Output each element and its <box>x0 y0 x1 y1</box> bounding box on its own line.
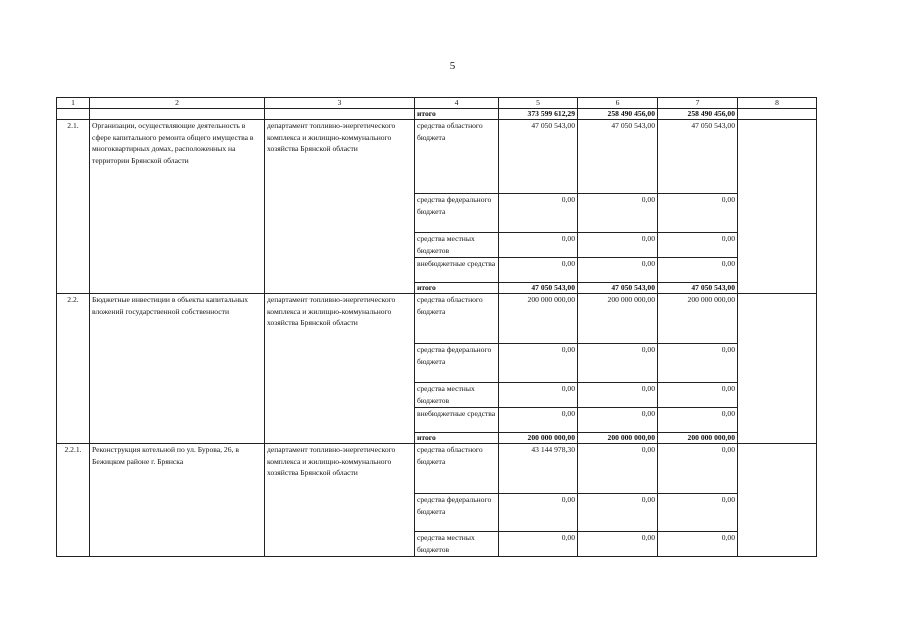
column-header: 3 <box>265 98 415 109</box>
column-header: 6 <box>578 98 658 109</box>
amount-col5: 0,00 <box>499 194 578 233</box>
column-header: 1 <box>57 98 90 109</box>
amount-col6: 47 050 543,00 <box>578 120 658 194</box>
amount-col6: 200 000 000,00 <box>578 433 658 444</box>
amount-col6: 0,00 <box>578 532 658 557</box>
amount-col5: 200 000 000,00 <box>499 294 578 344</box>
amount-col5: 47 050 543,00 <box>499 120 578 194</box>
funding-source: средства областного бюджета <box>415 444 499 494</box>
funding-source: средства областного бюджета <box>415 120 499 194</box>
funding-source: средства местных бюджетов <box>415 233 499 258</box>
amount-col6: 0,00 <box>578 258 658 283</box>
amount-col7: 258 490 456,00 <box>658 109 738 120</box>
amount-col6: 47 050 543,00 <box>578 283 658 294</box>
amount-col7: 0,00 <box>658 383 738 408</box>
funding-source: средства федерального бюджета <box>415 194 499 233</box>
amount-col7: 0,00 <box>658 444 738 494</box>
page-number: 5 <box>449 60 456 72</box>
funding-source: итого <box>415 283 499 294</box>
funding-source: внебюджетные средства <box>415 408 499 433</box>
amount-col6: 0,00 <box>578 233 658 258</box>
table-row <box>57 120 817 194</box>
item-executor: департамент топливно-энергетического комплекса и жилищно-коммунального хозяйства Брянской области <box>265 120 415 294</box>
amount-col6: 0,00 <box>578 383 658 408</box>
amount-col7: 0,00 <box>658 233 738 258</box>
item-name: Реконструкция котельной по ул. Бурова, 26, в Бежицком районе г. Брянска <box>90 444 265 557</box>
column-header: 7 <box>658 98 738 109</box>
funding-source: итого <box>415 433 499 444</box>
table-row <box>57 294 817 344</box>
amount-col6: 0,00 <box>578 444 658 494</box>
amount-col7: 0,00 <box>658 532 738 557</box>
item-name: Организации, осуществляющие деятельность в сфере капитального ремонта общего имущества в многоквартирных домах, расположенных на территории Брянской области <box>90 120 265 294</box>
amount-col5: 0,00 <box>499 383 578 408</box>
funding-source: итого <box>415 109 499 120</box>
item-name: Бюджетные инвестиции в объекты капитальных вложений государственной собственности <box>90 294 265 444</box>
amount-col6: 258 490 456,00 <box>578 109 658 120</box>
funding-source: средства областного бюджета <box>415 294 499 344</box>
amount-col5: 0,00 <box>499 344 578 383</box>
budget-table <box>56 97 817 557</box>
amount-col5: 373 599 612,29 <box>499 109 578 120</box>
header-row <box>57 98 817 109</box>
amount-col5: 47 050 543,00 <box>499 283 578 294</box>
item-executor: департамент топливно-энергетического комплекса и жилищно-коммунального хозяйства Брянской области <box>265 294 415 444</box>
amount-col7: 0,00 <box>658 194 738 233</box>
column-header: 2 <box>90 98 265 109</box>
amount-col6: 0,00 <box>578 194 658 233</box>
funding-source: средства местных бюджетов <box>415 532 499 557</box>
funding-source: внебюджетные средства <box>415 258 499 283</box>
column-header: 4 <box>415 98 499 109</box>
amount-col5: 0,00 <box>499 494 578 532</box>
table-row <box>57 444 817 494</box>
table-row-total <box>57 109 817 120</box>
funding-source: средства федерального бюджета <box>415 494 499 532</box>
amount-col5: 0,00 <box>499 233 578 258</box>
amount-col7: 0,00 <box>658 258 738 283</box>
amount-col6: 0,00 <box>578 408 658 433</box>
amount-col7: 200 000 000,00 <box>658 294 738 344</box>
amount-col6: 0,00 <box>578 344 658 383</box>
amount-col6: 0,00 <box>578 494 658 532</box>
column-header: 5 <box>499 98 578 109</box>
amount-col5: 0,00 <box>499 258 578 283</box>
amount-col7: 0,00 <box>658 494 738 532</box>
amount-col7: 200 000 000,00 <box>658 433 738 444</box>
amount-col5: 200 000 000,00 <box>499 433 578 444</box>
item-code: 2.2.1. <box>57 444 90 557</box>
item-executor: департамент топливно-энергетического комплекса и жилищно-коммунального хозяйства Брянской области <box>265 444 415 557</box>
funding-source: средства федерального бюджета <box>415 344 499 383</box>
amount-col7: 47 050 543,00 <box>658 283 738 294</box>
amount-col7: 0,00 <box>658 408 738 433</box>
funding-source: средства местных бюджетов <box>415 383 499 408</box>
amount-col7: 47 050 543,00 <box>658 120 738 194</box>
amount-col5: 0,00 <box>499 532 578 557</box>
amount-col5: 0,00 <box>499 408 578 433</box>
item-code: 2.1. <box>57 120 90 294</box>
amount-col6: 200 000 000,00 <box>578 294 658 344</box>
item-code: 2.2. <box>57 294 90 444</box>
amount-col7: 0,00 <box>658 344 738 383</box>
amount-col5: 43 144 978,30 <box>499 444 578 494</box>
column-header: 8 <box>738 98 817 109</box>
